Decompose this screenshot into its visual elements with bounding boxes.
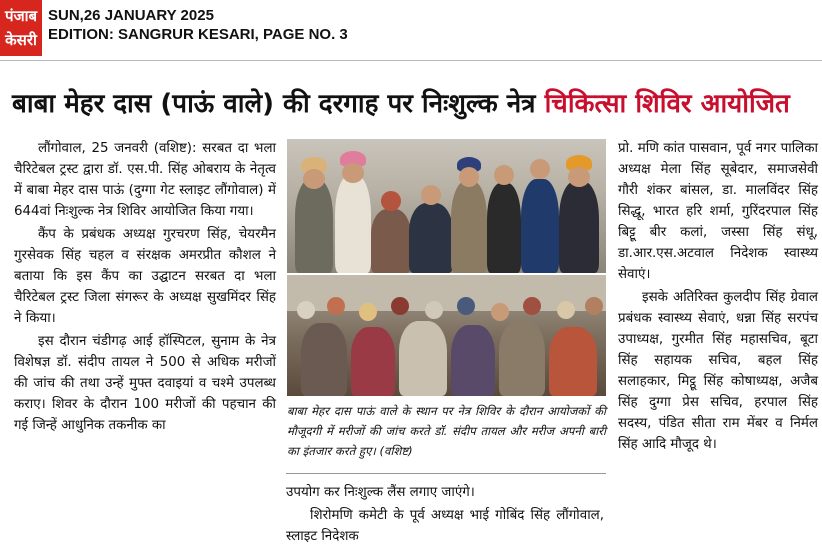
edition-name: EDITION: SANGRUR KESARI, PAGE NO. 3: [48, 26, 348, 43]
left-paragraph-2: कैंप के प्रबंधक अध्यक्ष गुरचरण सिंह, चेयरमैन गुरसेवक सिंह चहल व संरक्षक अमरप्रीत कौशल ने बताया कि इस कैंप का उद्घाटन सरबत दा भला चैरिटेबल ट्रस्ट जिला संगरूर के अध्यक्ष सुखमिंदर सिंह ने किया।: [14, 227, 276, 326]
newspaper-logo: [0, 0, 42, 56]
caption-divider: [286, 473, 606, 474]
logo-line-1: पंजाब: [4, 7, 38, 25]
logo-line-2: केसरी: [5, 31, 37, 49]
headline-part-2: चिकित्सा शिविर आयोजित: [544, 89, 790, 119]
middle-paragraph-2: शिरोमणि कमेटी के पूर्व अध्यक्ष भाई गोबिंद सिंह लौंगोवाल, स्लाइट निदेशक: [286, 508, 604, 544]
edition-date: SUN,26 JANUARY 2025: [48, 7, 214, 24]
edition-info: [48, 6, 348, 44]
photo-caption: बाबा मेहर दास पाऊं वाले के स्थान पर नेत्र शिविर के दौरान आयोजकों की मौजूदगी में मरीजों की जांच करते डॉ. संदीप तायल और मरीज अपनी बारी का इंतजार करते हुए। (वशिष्ट): [287, 404, 606, 458]
middle-paragraph-1: उपयोग कर निःशुल्क लैंस लगाए जाएंगे।: [286, 485, 475, 500]
article-column-middle: [286, 482, 604, 547]
right-paragraph-2: इसके अतिरिक्त कुलदीप सिंह ग्रेवाल प्रबंधक स्वास्थ्य सेवाएं, धन्ना सिंह सरपंच उपाध्यक्ष, गुरमीत सिंह महासचिव, बूटा सिंह सहायक सचिव, बहल सिंह सलाहकार, मिट्ठू सिंह कोषाध्यक्ष, अजैब सिंह दुग्गा प्रेस सचिव, हरपाल सिंह सदस्य, पंडित सीता राम मेंबर व निर्मल सिंह आदि मौजूद थे।: [618, 290, 818, 452]
left-paragraph-3: इस दौरान चंडीगढ़ आई हॉस्पिटल, सुनाम के नेत्र विशेषज्ञ डॉ. संदीप तायल ने 500 से अधिक मरीजों की जांच की तथा उन्हें मुफ्त दवाइयां व चश्मे उपलब्ध कराए। शिवर के दौरान 100 मरीजों की पहचान की गई जिन्हें आधुनिक तकनीक का: [14, 334, 276, 433]
photo-waiting-patients: [287, 275, 606, 396]
photo-eye-checkup: [287, 139, 606, 273]
right-paragraph-1: प्रो. मणि कांत पासवान, पूर्व नगर पालिका अध्यक्ष मेला सिंह सूबेदार, समाजसेवी गौरी शंकर बांसल, डा. मालविंदर सिंह सिद्धू, भारत हरि शर्मा, गुरिंदरपाल सिंह बिट्टू बीर कलां, जस्सा सिंह संधू, डा.आर.एस.अटवाल निदेशक स्वास्थ्य सेवाएं।: [618, 141, 818, 282]
article-column-left: [14, 138, 276, 436]
masthead-divider: [0, 60, 822, 61]
article-headline: [12, 82, 817, 126]
headline-part-1: बाबा मेहर दास (पाऊं वाले) की दरगाह पर निःशुल्क नेत्र: [12, 89, 545, 119]
left-paragraph-1: लौंगोवाल, 25 जनवरी (वशिष्ट): सरबत दा भला चैरिटेबल ट्रस्ट द्वारा डॉ. एस.पी. सिंह ओबराय के नेतृत्व में बाबा मेहर दास पाऊं (दुग्गा गेट स्लाइट लौंगोवाल) में 644वां निःशुल्क नेत्र शिविर आयोजित किया गया।: [14, 141, 276, 219]
article-column-right: [618, 138, 818, 455]
